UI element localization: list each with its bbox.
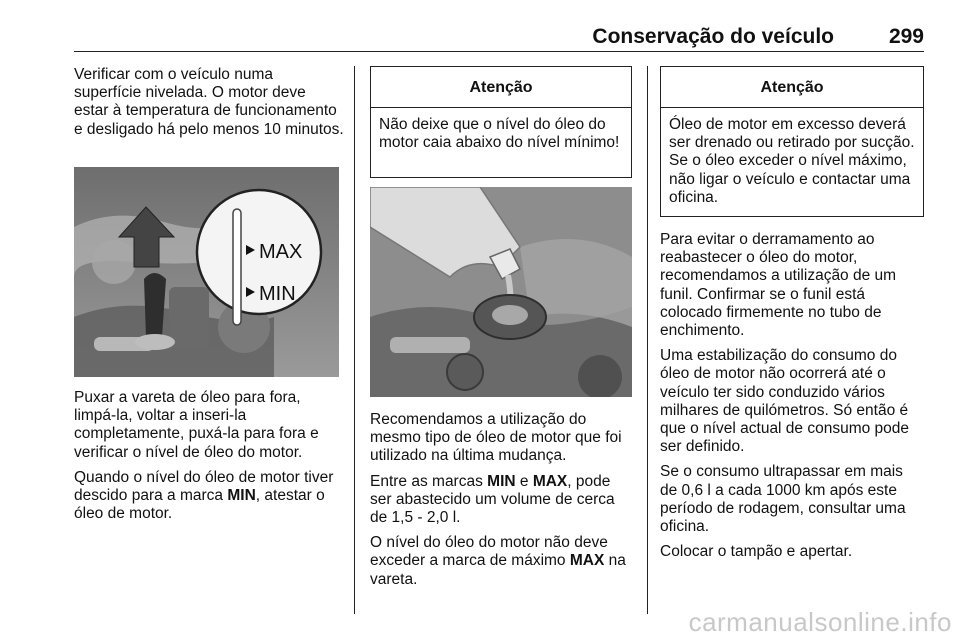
column-left-lower [74, 389, 344, 530]
paragraph-check-level: Verificar com o veículo numa superfície nivelada. O motor deve estar à temperatura de funcionamento e desligado há pelo menos 10 minutos. [74, 66, 344, 138]
column-left [74, 66, 344, 146]
oil-filling-illustration [370, 187, 632, 397]
paragraph-close-cap: Colocar o tampão e apertar. [660, 543, 853, 561]
engine-dipstick-image [74, 167, 339, 377]
max-mark-label: MAX [259, 241, 303, 263]
warning-notice [370, 66, 632, 178]
text-run: , atestar o óleo de motor. [74, 487, 325, 523]
min-mark-text: MIN [487, 472, 516, 490]
max-mark-text: MAX [569, 552, 605, 570]
paragraph-fill-volume [370, 473, 632, 528]
paragraph-funnel: Para evitar o derramamento ao reabastecer o óleo do motor, recomendamos a utilização de um funil. Confirmar se o funil está colocado firmemente no tubo de enchimento. [660, 231, 897, 340]
watermark: carmanualsonline.info [688, 607, 952, 637]
text-run: Quando o nível do óleo de motor tiver descido para a marca [74, 468, 334, 505]
warning-notice [660, 66, 924, 217]
paragraph-pull-dipstick: Puxar a vareta de óleo para fora, limpá-la, voltar a inseri-la completamente, puxá-la para fora e verificar o nível de óleo do motor. [74, 389, 319, 461]
column-middle-lower [370, 411, 632, 596]
paragraph-same-oil: Recomendamos a utilização do mesmo tipo de óleo de motor que foi utilizado na última mudança. [370, 411, 622, 465]
text-run: , pode ser abastecido um volume de cerca de 1,5 - 2,0 l. [370, 472, 615, 527]
paragraph-max-limit [370, 534, 632, 589]
dipstick-illustration [74, 167, 339, 377]
text-run: Entre as marcas [370, 472, 488, 490]
column-divider [647, 66, 648, 614]
column-right [660, 66, 924, 568]
min-mark-text: MIN [227, 487, 256, 505]
text-run: na vareta. [370, 552, 626, 588]
max-mark-text: MAX [532, 472, 568, 490]
section-title: Conservação do veículo [592, 25, 834, 48]
notice-text: Não deixe que o nível do óleo do motor caia abaixo do nível mínimo! [379, 116, 620, 152]
min-mark-label: MIN [259, 283, 296, 305]
page-header [74, 24, 924, 52]
paragraph-consumption-stabilization: Uma estabilização do consumo do óleo de motor não ocorrerá até o veículo ter sido conduzido vários milhares de quilómetros. Só então é que o nível actual de consumo pode ser definido. [660, 347, 910, 456]
page-number: 299 [888, 25, 924, 48]
notice-title: Atenção [661, 67, 923, 108]
notice-title: Atenção [371, 67, 631, 108]
column-divider [354, 66, 355, 614]
text-run: O nível do óleo do motor não deve exceder a marca de máximo [370, 534, 608, 570]
paragraph-top-up [74, 469, 344, 524]
paragraph-consumption-limit: Se o consumo ultrapassar em mais de 0,6 l a cada 1000 km após este período de rodagem, consultar uma oficina. [660, 463, 906, 536]
column-middle [370, 66, 632, 178]
oil-bottle-image [370, 187, 632, 397]
notice-text: Óleo de motor em excesso deverá ser drenado ou retirado por sucção. Se o óleo exceder o nível máximo, não ligar o veículo e contactar uma oficina. [669, 116, 915, 206]
text-run: e [515, 472, 533, 490]
